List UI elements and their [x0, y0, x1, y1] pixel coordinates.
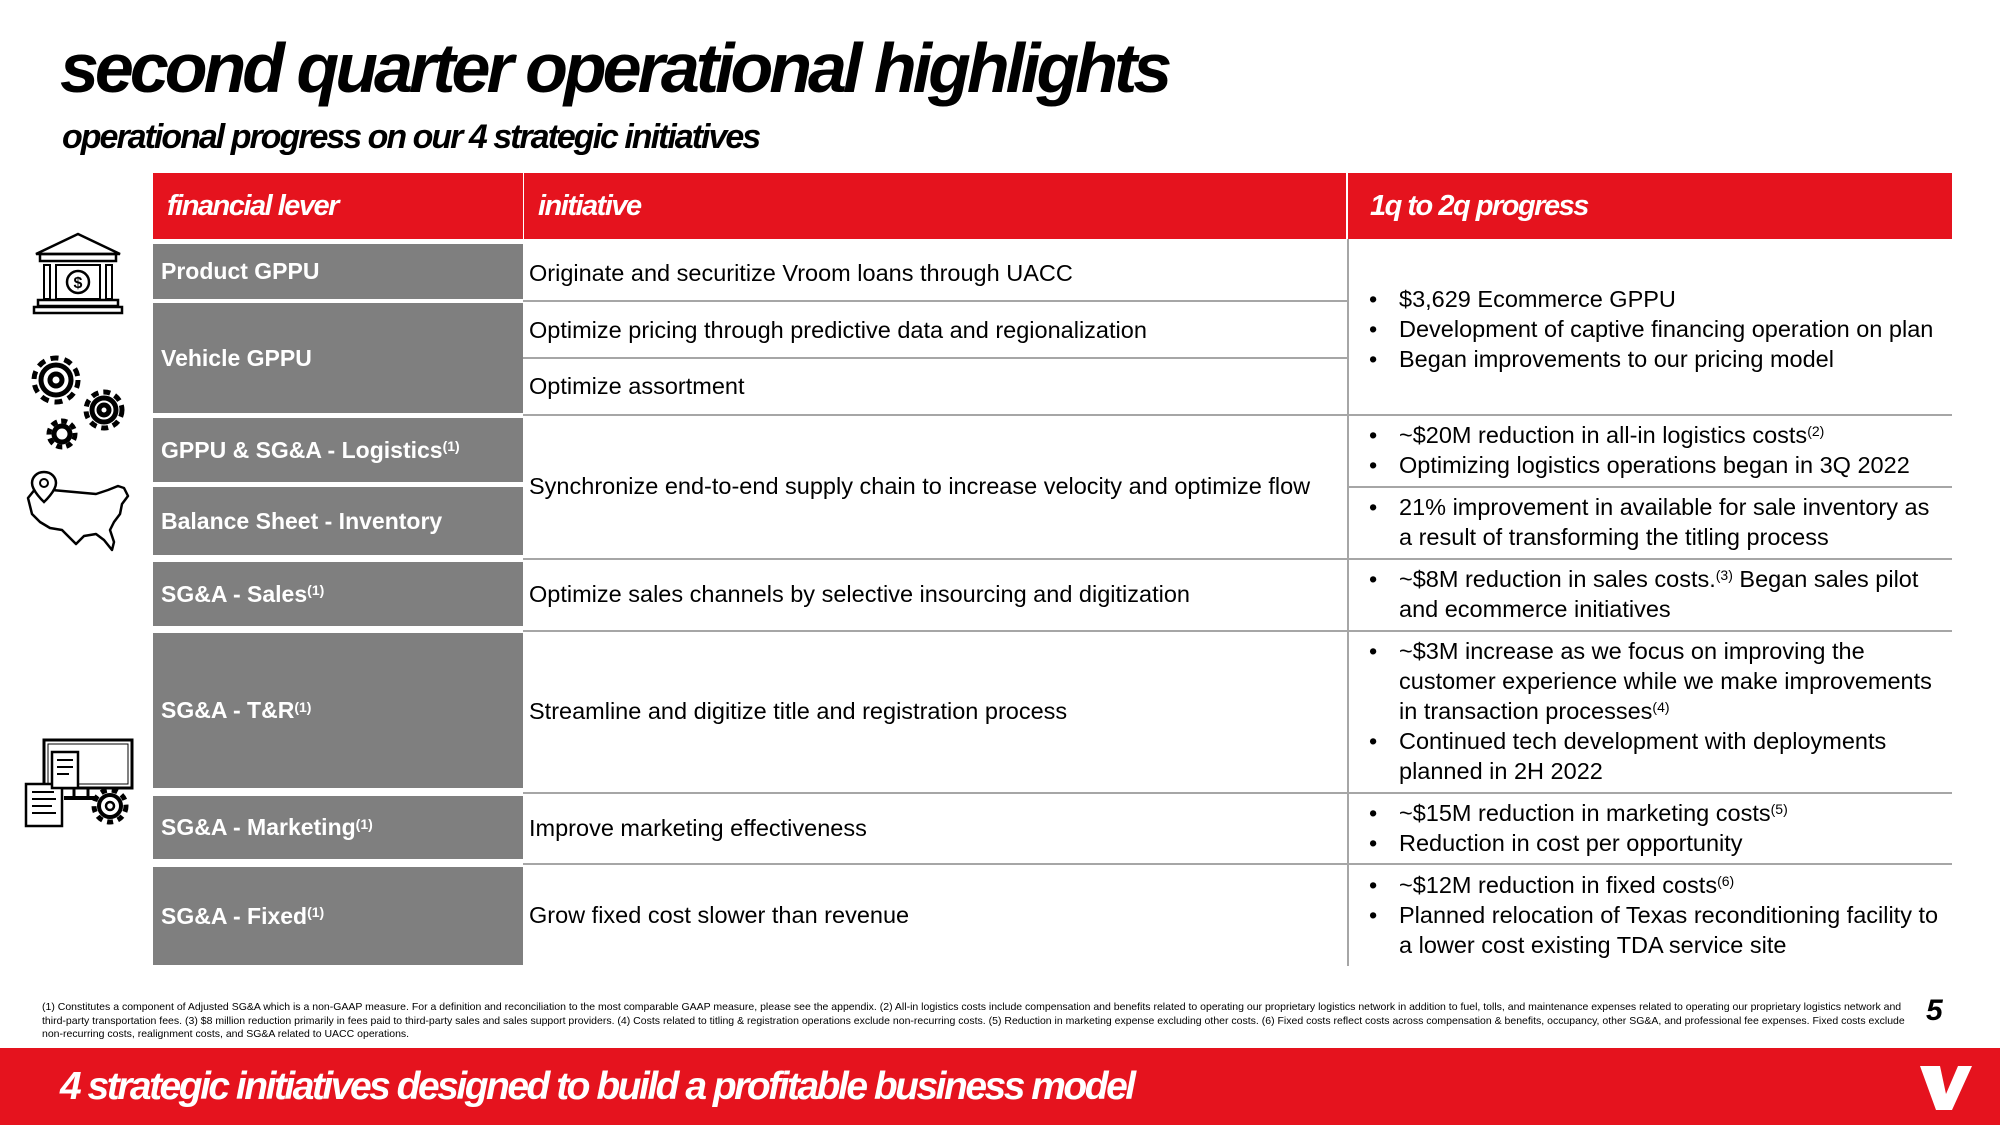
- list-item: • ~$3M increase as we focus on improving the customer experience while we make improvements in transaction processes$^{(4)}$: [1369, 636, 1946, 726]
- list-item: • Optimizing logistics operations began in 3Q 2022: [1369, 450, 1910, 480]
- list-item: • Development of captive financing operation on plan: [1369, 314, 1933, 344]
- svg-text:$: $: [73, 275, 83, 292]
- row-divider: [1347, 486, 1952, 488]
- bottom-banner: [0, 1048, 2000, 1125]
- row-divider: [523, 414, 1952, 416]
- progress-gppu: [1347, 244, 1952, 414]
- page-title: second quarter operational highlights: [60, 29, 1169, 107]
- lever-vehicle-gppu: Vehicle GPPU: [153, 303, 523, 413]
- lever-inventory: Balance Sheet - Inventory: [153, 487, 523, 555]
- lever-logistics: GPPU & SG&A - Logistics $^{(1)}$: [153, 418, 523, 482]
- lever-marketing: SG&A - Marketing $^{(1)}$: [153, 796, 523, 859]
- initiative-fixed-cost: Grow fixed cost slower than revenue: [529, 902, 910, 928]
- bank-icon: [30, 230, 126, 316]
- initiative-assortment: Optimize assortment: [529, 373, 745, 399]
- list-item: • Continued tech development with deployments planned in 2H 2022: [1369, 726, 1946, 786]
- banner-text: 4 strategic initiatives designed to build a profitable business model: [60, 1065, 1134, 1108]
- lever-product-gppu: Product GPPU: [153, 244, 523, 299]
- list-item: • 21% improvement in available for sale inventory as a result of transforming the titling process: [1369, 492, 1946, 552]
- page-number: 5: [1926, 994, 1943, 1027]
- list-item: • ~$12M reduction in fixed costs$^{(6)}$: [1369, 870, 1946, 900]
- list-item: • ~$8M reduction in sales costs.$^{(3)}$ Began sales pilot and ecommerce initiatives: [1369, 564, 1946, 624]
- header-progress: 1q to 2q progress: [1348, 173, 1952, 239]
- gears-icon: [18, 344, 134, 452]
- header-initiative: initiative: [524, 173, 1346, 239]
- footnote: (1) Constitutes a component of Adjusted SG&A which is a non-GAAP measure. For a definition and reconciliation to the most comparable GAAP measure, please see the appendix. (2) All-in logistics costs include compensation and benefits related to operating our proprietary logistics network in addition to fuel, tolls, and maintenance expenses related to operating our proprietary logistics network and third-party transportation fees. (3) $8 million reduction primarily in fees paid to third-party sales and sales support providers. (4) Costs related to titling & registration operations exclude non-recurring costs. (5) Reduction in marketing expense excluding other costs. (6) Fixed costs reflect costs across compensation & benefits, occupancy, other SG&A, and professional fee expenses. Fixed costs exclude non-recurring costs, realignment costs, and SG&A related to UACC operations.: [42, 1001, 1905, 1040]
- row-divider: [523, 863, 1952, 865]
- progress-logistics: [1347, 414, 1952, 486]
- row-divider: [523, 357, 1347, 359]
- initiative-marketing: Improve marketing effectiveness: [529, 814, 867, 841]
- header-financial-lever: financial lever: [153, 173, 523, 239]
- initiative-sales-channels: Optimize sales channels by selective insourcing and digitization: [529, 581, 1190, 607]
- row-divider: [523, 300, 1347, 302]
- progress-tr: [1347, 630, 1952, 792]
- initiative-supply-chain: Synchronize end-to-end supply chain to increase velocity and optimize flow: [529, 473, 1311, 499]
- list-item: • Reduction in cost per opportunity: [1369, 828, 1788, 858]
- list-item: • Began improvements to our pricing model: [1369, 344, 1933, 374]
- vroom-logo-icon: [1918, 1060, 1974, 1116]
- initiative-title-registration: Streamline and digitize title and registration process: [529, 698, 1068, 724]
- usa-map-pin-icon: [22, 470, 140, 558]
- list-item: • ~$20M reduction in all-in logistics costs$^{(2)}$: [1369, 420, 1910, 450]
- row-divider: [523, 792, 1952, 794]
- lever-sales: SG&A - Sales $^{(1)}$: [153, 562, 523, 626]
- progress-marketing: [1347, 792, 1952, 863]
- computer-documents-gear-icon: [24, 738, 134, 830]
- progress-inventory: [1347, 486, 1952, 558]
- column-divider: [1347, 239, 1349, 966]
- page-subtitle: operational progress on our 4 strategic initiatives: [62, 118, 760, 156]
- row-divider: [523, 630, 1952, 632]
- lever-fixed: SG&A - Fixed $^{(1)}$: [153, 867, 523, 965]
- initiative-pricing: Optimize pricing through predictive data and regionalization: [529, 316, 1147, 343]
- initiative-uacc: Originate and securitize Vroom loans through UACC: [529, 259, 1073, 286]
- lever-tr: SG&A - T&R $^{(1)}$: [153, 633, 523, 788]
- list-item: • $3,629 Ecommerce GPPU: [1369, 284, 1933, 314]
- list-item: • Planned relocation of Texas reconditioning facility to a lower cost existing TDA service site: [1369, 900, 1946, 960]
- progress-sales: [1347, 558, 1952, 630]
- list-item: • ~$15M reduction in marketing costs$^{(5)}$: [1369, 798, 1788, 828]
- row-divider: [523, 558, 1952, 560]
- progress-fixed: [1347, 863, 1952, 967]
